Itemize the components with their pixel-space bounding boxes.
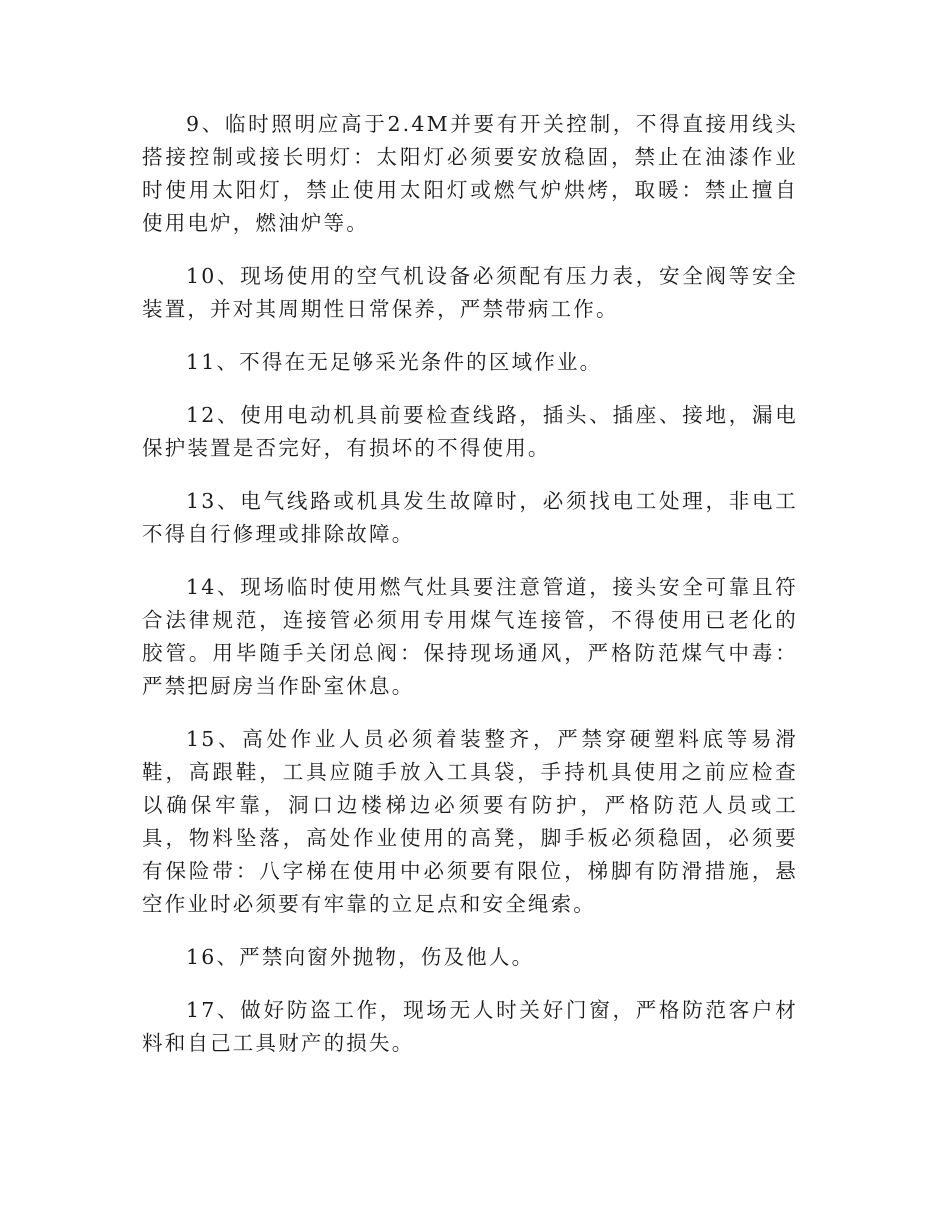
paragraph-item-11: 11、不得在无足够采光条件的区域作业。 [186,350,603,374]
document-body [142,108,798,1080]
paragraph-item-10: 10、现场使用的空气机设备必须配有压力表，安全阀等安全装置，并对其周期性日常保养，严禁带病工作。 [142,264,798,321]
paragraph-item-16: 16、严禁向窗外抛物，伤及他人。 [186,945,535,969]
paragraph-item-17: 17、做好防盗工作，现场无人时关好门窗，严格防范客户材料和自己工具财产的损失。 [142,998,798,1055]
paragraph-item-14: 14、现场临时使用燃气灶具要注意管道，接头安全可靠且符合法律规范，连接管必须用专用煤气连接管，不得使用已老化的胶管。用毕随手关闭总阀：保持现场通风，严格防范煤气中毒：严禁把厨房当作卧室休息。 [142,575,798,698]
paragraph-item-13: 13、电气线路或机具发生故障时，必须找电工处理，非电工不得自行修理或排除故障。 [142,489,798,546]
paragraph-item-12: 12、使用电动机具前要检查线路，插头、插座、接地，漏电保护装置是否完好，有损坏的不得使用。 [142,403,798,460]
paragraph-item-15: 15、高处作业人员必须着装整齐，严禁穿硬塑料底等易滑鞋，高跟鞋，工具应随手放入工具袋，手持机具使用之前应检查以确保牢靠，洞口边楼梯边必须要有防护，严格防范人员或工具，物料坠落，高处作业使用的高凳，脚手板必须稳固，必须要有保险带：八字梯在使用中必须要有限位，梯脚有防滑措施，悬空作业时必须要有牢靠的立足点和安全绳索。 [142,727,798,916]
paragraph-item-9: 9、临时照明应高于2.4M并要有开关控制，不得直接用线头搭接控制或接长明灯：太阳灯必须要安放稳固，禁止在油漆作业时使用太阳灯，禁止使用太阳灯或燃气炉烘烤，取暖：禁止擅自使用电炉，燃油炉等。 [142,112,798,235]
